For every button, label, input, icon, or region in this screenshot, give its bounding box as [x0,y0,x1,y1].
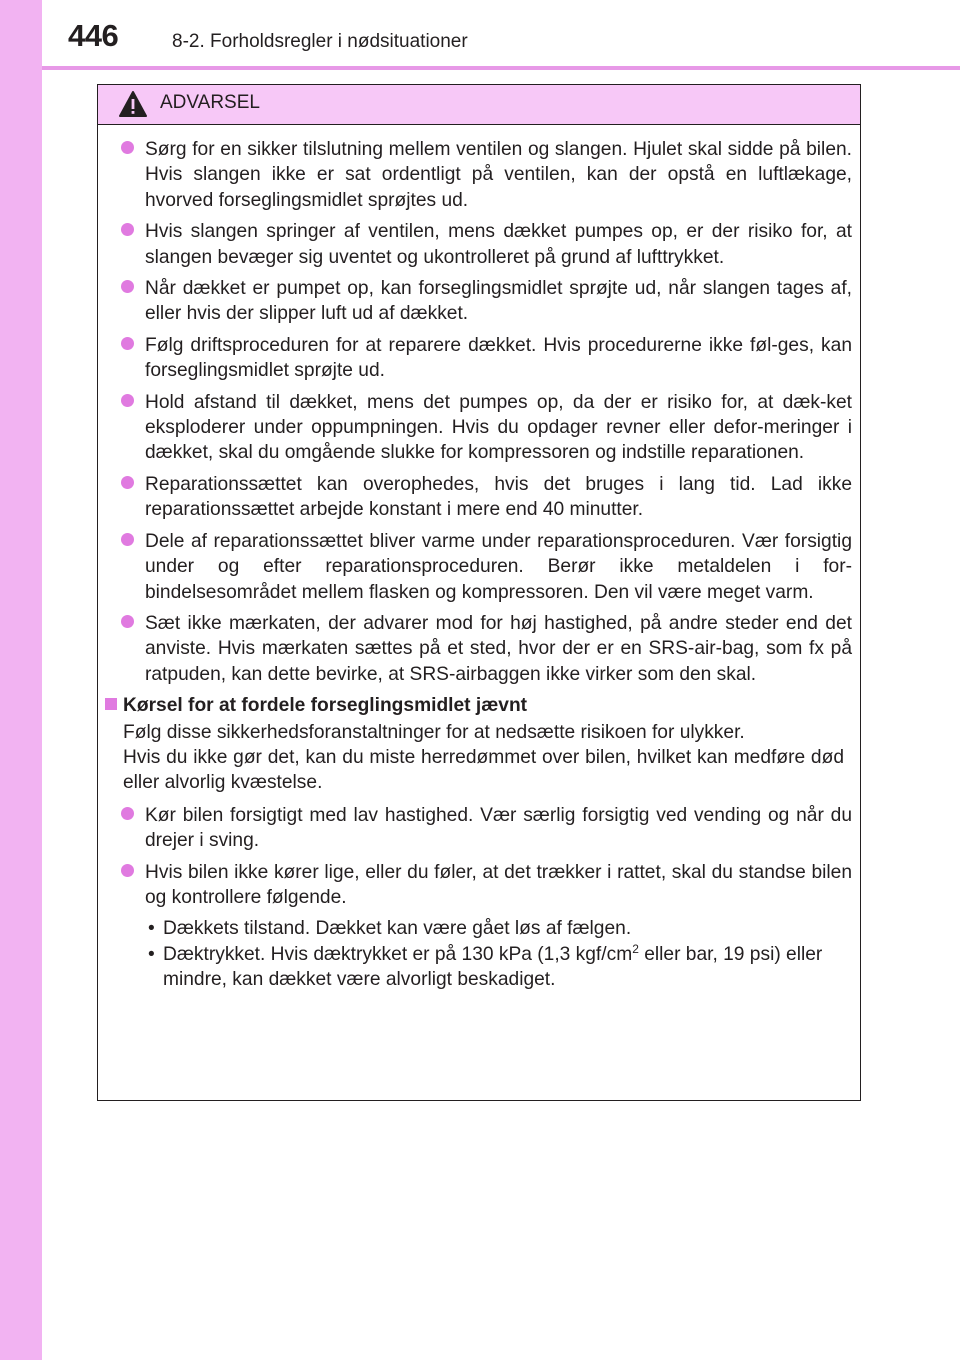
bullet-dot-icon [121,141,134,154]
square-marker-icon [105,698,117,710]
check-list [98,916,860,992]
bullet-dot-icon [121,337,134,350]
bullet-dot-icon [121,223,134,236]
subsection-bullet: Kør bilen forsigtigt med lav hastighed. Vær særlig forsigtig ved vending og når du drejer i sving. [98,803,860,854]
warning-bullet: Sæt ikke mærkaten, der advarer mod for høj hastighed, på andre steder end det anviste. Hvis mærkaten sættes på et sted, hvor der er en SRS-air-bag, som fx på ratpuden, kan dette bevirke, at SRS-airbaggen ikke virker som den skal. [98,611,860,687]
check-item: • Dækkets tilstand. Dækket kan være gået løs af fælgen. [148,918,632,940]
warning-bullet: Hvis slangen springer af ventilen, mens dækket pumpes op, er der risiko for, at slangen bevæger sig uventet og ukontrolleret på grund af lufttrykket. [98,219,860,270]
bullet-dot-icon [121,280,134,293]
warning-bullet: Følg driftsproceduren for at reparere dækket. Hvis procedurerne ikke føl-ges, kan forseglingsmidlet sprøjte ud. [98,333,860,384]
warning-bullet: Hold afstand til dækket, mens det pumpes op, da der er risiko for, at dæk-ket eksploderer under oppumpningen. Hvis du opdager revner eller defor-meringer i dækket, skal du omgående slukke for kompressoren og indstille reparationen. [98,390,860,466]
warning-box [97,84,861,1101]
warning-bullet: Reparationssættet kan overophedes, hvis det bruges i lang tid. Lad ikke reparationssættet arbejde konstant i mere end 40 minutter. [98,472,860,523]
subsection-bullet: Hvis bilen ikke kører lige, eller du føler, at det trækker i rattet, skal du standse bilen og kontrollere følgende. [98,860,860,911]
warning-content [98,137,860,993]
warning-header [98,85,860,125]
warning-bullet: Dele af reparationssættet bliver varme under reparationsproceduren. Vær forsigtig under og efter reparationsproceduren. Berør ikke metaldelen i for-bindelsesområdet mellem flasken og kompressoren. Den vil være meget varm. [98,529,860,605]
check-item: • Dæktrykket. Hvis dæktrykket er på 130 kPa (1,3 kgf/$cm^2$ eller bar, 19 psi) eller mindre, kan dækket være alvorligt beskadiget. [148,941,823,991]
section-title: 8-2. Forholdsregler i nødsituationer [172,31,468,52]
page-number: 446 [68,18,119,53]
bullet-dot-icon [121,615,134,628]
bullet-dot-icon [121,864,134,877]
warning-bullet: Når dækket er pumpet op, kan forseglingsmidlet sprøjte ud, når slangen tages af, eller hvis der slipper luft ud af dækket. [98,276,860,327]
warning-label: ADVARSEL [160,92,260,113]
header-rule [42,66,960,70]
side-tab-strip [0,0,42,1360]
bullet-dot-icon [121,476,134,489]
bullet-dot-icon [121,807,134,820]
warning-bullet: Sørg for en sikker tilslutning mellem ventilen og slangen. Hjulet skal sidde på bilen. Hvis slangen ikke er sat ordentligt på ventilen, kan der opstå en luftlækage, hvorved forseglingsmidlet sprøjtes ud. [98,137,860,213]
subsection-heading: Kørsel for at fordele forseglingsmidlet jævnt [98,693,860,718]
bullet-dot-icon [121,533,134,546]
bullet-dot-icon [121,394,134,407]
subsection-intro: Følg disse sikkerhedsforanstaltninger for at nedsætte risikoen for ulykker. [123,721,745,743]
subsection-intro: Hvis du ikke gør det, kan du miste herredømmet over bilen, hvilket kan medføre død eller alvorlig kvæstelse. [123,746,844,794]
warning-triangle-icon [118,90,148,118]
